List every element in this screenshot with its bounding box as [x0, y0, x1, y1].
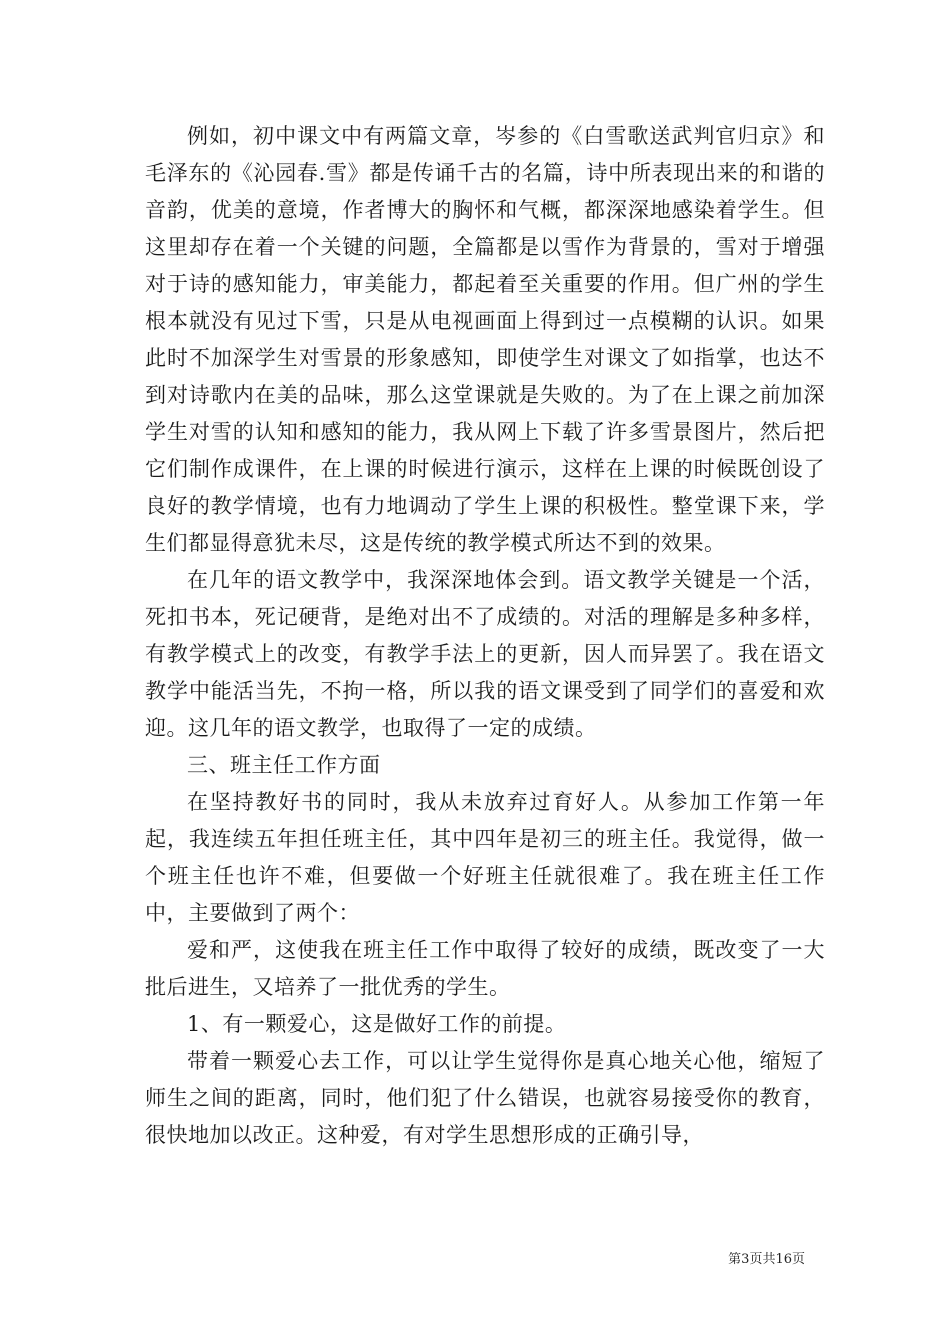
- section-heading-class-teacher-work: 三、班主任工作方面: [187, 753, 381, 777]
- subheading-have-a-loving-heart: 1、有一颗爱心，这是做好工作的前提。: [187, 1012, 567, 1036]
- document-body: [145, 118, 825, 1154]
- page-number-footer: 第3页共16页: [728, 1252, 805, 1267]
- paragraph-class-teacher-intro: 在坚持教好书的同时，我从未放弃过育好人。从参加工作第一年起，我连续五年担任班主任，其中四年是初三的班主任。我觉得，做一个班主任也许不难，但要做一个好班主任就很难了。我在班主任工作中，主要做到了两个：: [145, 790, 825, 925]
- paragraph-snow-lesson-example: 例如，初中课文中有两篇文章，岑参的《白雪歌送武判官归京》和毛泽东的《沁园春.雪》都是传诵千古的名篇，诗中所表现出来的和谐的音韵，优美的意境，作者博大的胸怀和气概，都深深地感染着学生。但这里却存在着一个关键的问题，全篇都是以雪作为背景的，雪对于增强对于诗的感知能力，审美能力，都起着至关重要的作用。但广州的学生根本就没有见过下雪，只是从电视画面上得到过一点模糊的认识。如果此时不加深学生对雪景的形象感知，即使学生对课文了如指掌，也达不到对诗歌内在美的品味，那么这堂课就是失败的。为了在上课之前加深学生对雪的认知和感知的能力，我从网上下载了许多雪景图片，然后把它们制作成课件，在上课的时候进行演示，这样在上课的时候既创设了良好的教学情境，也有力地调动了学生上课的积极性。整堂课下来，学生们都显得意犹未尽，这是传统的教学模式所达不到的效果。: [145, 124, 825, 555]
- paragraph-chinese-teaching-reflection: 在几年的语文教学中，我深深地体会到。语文教学关键是一个活，死扣书本，死记硬背，是绝对出不了成绩的。对活的理解是多种多样，有教学模式上的改变，有教学手法上的更新，因人而异罢了。我在语文教学中能活当先，不拘一格，所以我的语文课受到了同学们的喜爱和欢迎。这几年的语文教学，也取得了一定的成绩。: [145, 568, 825, 740]
- paragraph-work-with-love: 带着一颗爱心去工作，可以让学生觉得你是真心地关心他，缩短了师生之间的距离，同时，他们犯了什么错误，也就容易接受你的教育，很快地加以改正。这种爱，有对学生思想形成的正确引导，: [145, 1049, 825, 1147]
- paragraph-love-and-strictness: 爱和严，这使我在班主任工作中取得了较好的成绩，既改变了一大批后进生，又培养了一批优秀的学生。: [145, 938, 825, 999]
